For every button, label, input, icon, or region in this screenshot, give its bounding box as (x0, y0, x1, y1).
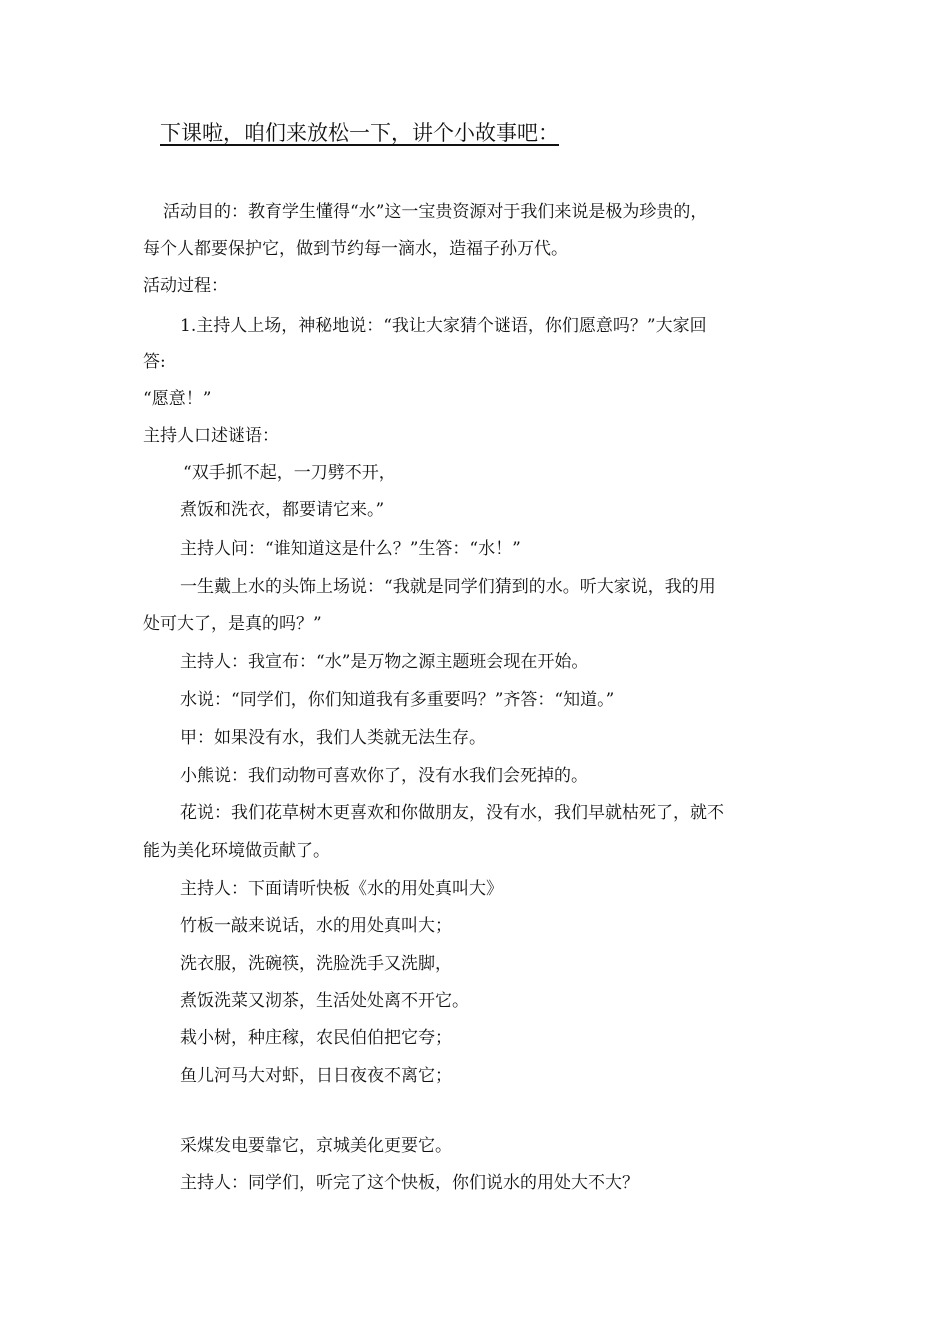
page-title: 下课啦，咱们来放松一下，讲个小故事吧： (160, 121, 559, 145)
paragraph-line: 主持人口述谜语： (143, 426, 279, 446)
paragraph-line: 煮饭和洗衣，都要请它来。” (180, 500, 385, 520)
paragraph-line: 活动过程： (143, 276, 228, 296)
paragraph-line: 小熊说：我们动物可喜欢你了，没有水我们会死掉的。 (180, 766, 588, 786)
paragraph-line: 竹板一敲来说话，水的用处真叫大； (180, 916, 452, 936)
paragraph-line: 主持人：下面请听快板《水的用处真叫大》 (180, 879, 503, 899)
paragraph-line: 能为美化环境做贡献了。 (143, 841, 330, 861)
paragraph-line: 栽小树，种庄稼，农民伯伯把它夸； (180, 1028, 452, 1048)
paragraph-line: 主持人问：“谁知道这是什么？”生答：“水！” (180, 539, 521, 559)
paragraph-line: “愿意！” (143, 389, 212, 409)
paragraph-line: 煮饭洗菜又沏茶，生活处处离不开它。 (180, 991, 469, 1011)
paragraph-line: 主持人：我宣布：“水”是万物之源主题班会现在开始。 (180, 652, 589, 672)
paragraph-line: 采煤发电要靠它，京城美化更要它。 (180, 1136, 452, 1156)
paragraph-line: 甲：如果没有水，我们人类就无法生存。 (180, 728, 486, 748)
paragraph-line: 1.主持人上场，神秘地说：“我让大家猜个谜语，你们愿意吗？”大家回 (180, 316, 707, 336)
paragraph-line: 答: (143, 352, 166, 372)
paragraph-line: 主持人：同学们，听完了这个快板，你们说水的用处大不大？ (180, 1173, 639, 1193)
paragraph-line: 每个人都要保护它，做到节约每一滴水，造福子孙万代。 (143, 239, 568, 259)
paragraph-line: 活动目的：教育学生懂得“水”这一宝贵资源对于我们来说是极为珍贵的， (163, 202, 708, 222)
paragraph-line: 鱼儿河马大对虾，日日夜夜不离它； (180, 1066, 452, 1086)
paragraph-line: “双手抓不起，一刀劈不开， (183, 463, 396, 483)
paragraph-line: 一生戴上水的头饰上场说：“我就是同学们猜到的水。听大家说，我的用 (180, 577, 716, 597)
paragraph-line: 水说：“同学们，你们知道我有多重要吗？”齐答：“知道。” (180, 690, 615, 710)
paragraph-line: 花说：我们花草树木更喜欢和你做朋友，没有水，我们早就枯死了，就不 (180, 803, 724, 823)
paragraph-line: 洗衣服，洗碗筷，洗脸洗手又洗脚， (180, 954, 452, 974)
paragraph-line: 处可大了，是真的吗？” (143, 614, 322, 634)
